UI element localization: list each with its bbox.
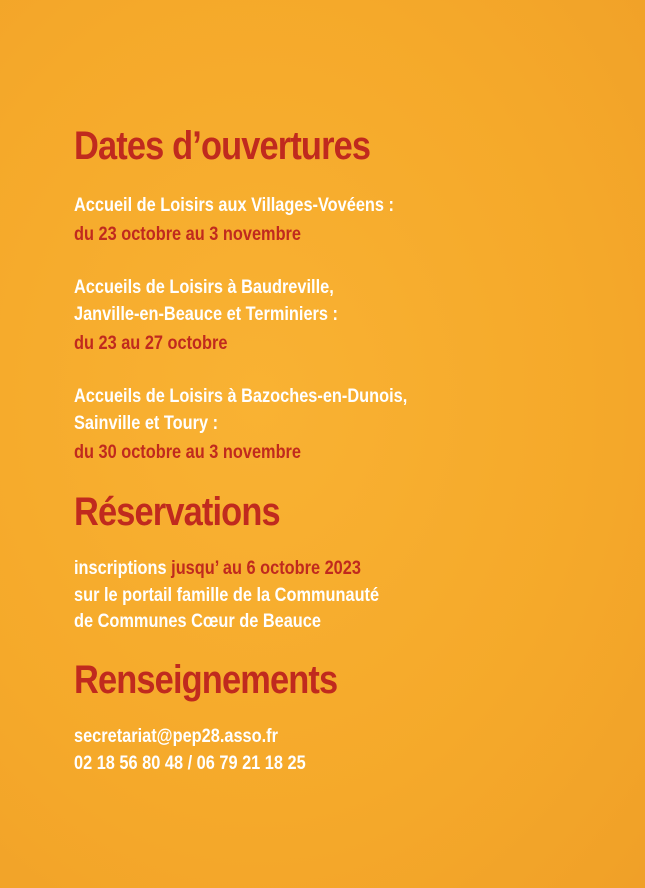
reservations-line1: [74, 556, 361, 582]
contact-phones[interactable]: 02 18 56 80 48 / 06 79 21 18 25: [74, 753, 306, 774]
bazoches-label-line1: Accueils de Loisirs à Bazoches-en-Dunois,: [74, 386, 408, 407]
baudreville-label-line2: Janville-en-Beauce et Terminiers :: [74, 304, 338, 325]
baudreville-dates: du 23 au 27 octobre: [74, 333, 228, 354]
inscriptions-label: inscriptions: [74, 558, 172, 579]
baudreville-label-line1: Accueils de Loisirs à Baudreville,: [74, 277, 334, 298]
contact-email[interactable]: secretariat@pep28.asso.fr: [74, 726, 278, 747]
reservations-line2: sur le portail famille de la Communauté: [74, 585, 380, 606]
bazoches-dates: du 30 octobre au 3 novembre: [74, 442, 302, 463]
dates-heading: Dates d’ouvertures: [74, 124, 371, 168]
inscriptions-deadline: jusqu’ au 6 octobre 2023: [171, 558, 361, 579]
bazoches-label-line2: Sainville et Toury :: [74, 413, 219, 434]
villages-voveens-dates: du 23 octobre au 3 novembre: [74, 224, 302, 245]
villages-voveens-label: Accueil de Loisirs aux Villages-Vovéens :: [74, 195, 394, 216]
reservations-line3: de Communes Cœur de Beauce: [74, 611, 321, 632]
reservations-heading: Réservations: [74, 490, 280, 534]
renseignements-heading: Renseignements: [74, 658, 338, 702]
